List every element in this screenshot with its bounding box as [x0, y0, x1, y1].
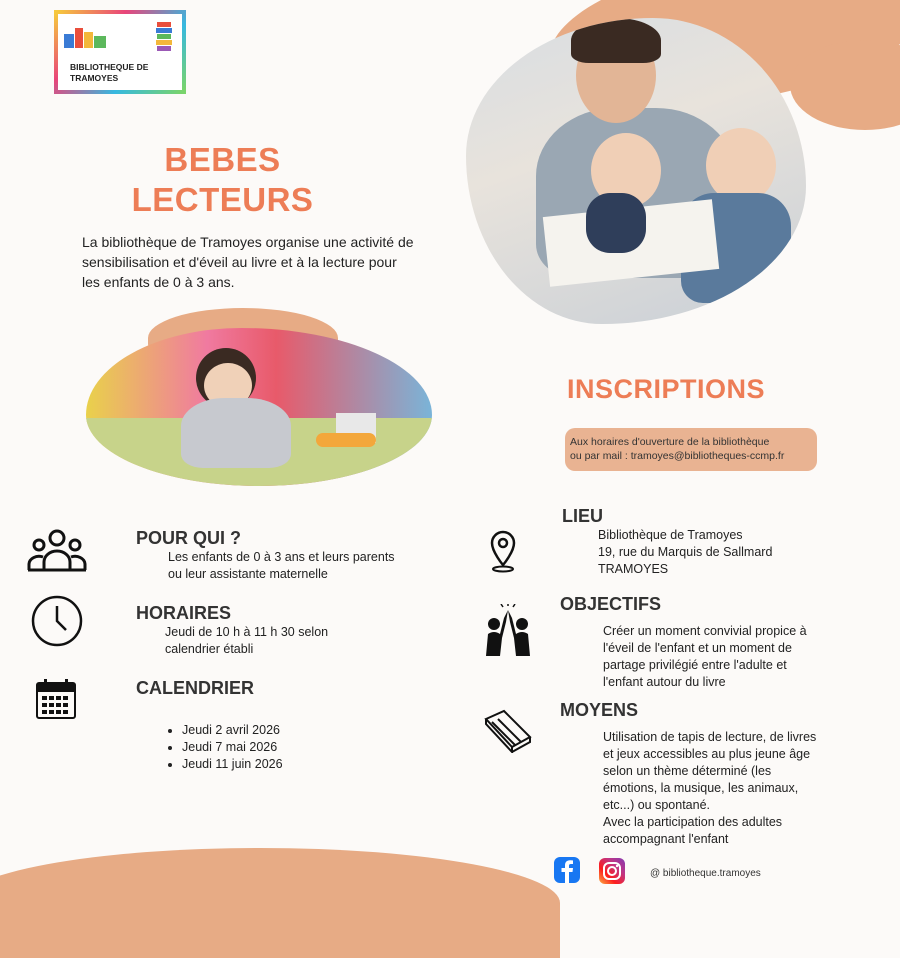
location-pin-icon — [489, 529, 517, 573]
clock-icon — [30, 594, 84, 648]
lieu-title: LIEU — [562, 506, 604, 526]
social-handle[interactable]: @ bibliotheque.tramoyes — [650, 868, 761, 879]
baby-playmat-photo — [86, 328, 432, 486]
horaires-title: HORAIRES — [136, 603, 232, 623]
high-five-icon — [478, 604, 538, 658]
title-line1: BEBES — [164, 141, 281, 178]
intro-text: La bibliothèque de Tramoyes organise une activité de sensibilisation et d'éveil au livre et à la lecture pour les enfants de 0 à 3 ans. — [82, 234, 414, 290]
books-icon — [482, 707, 536, 753]
calendrier-title: CALENDRIER — [136, 678, 255, 698]
moyens-text-main: Utilisation de tapis de lecture, de livres et jeux accessibles au plus jeune âge selon un thème déterminé (les émotions, la musique, les animaux, etc...) ou spontané. — [603, 730, 817, 812]
inscriptions-title: INSCRIPTIONS — [567, 374, 766, 404]
inscriptions-email[interactable]: ou par mail : tramoyes@bibliotheques-ccmp.fr — [570, 450, 785, 462]
objectifs-title: OBJECTIFS — [560, 594, 662, 614]
pour-qui-text: Les enfants de 0 à 3 ans et leurs parents ou leur assistante maternelle — [168, 550, 395, 581]
moyens-text — [603, 729, 823, 848]
logo-text — [70, 62, 148, 84]
logo-line1: BIBLIOTHEQUE DE — [70, 62, 149, 72]
lieu-line2: 19, rue du Marquis de Sallmard — [598, 545, 773, 559]
moyens-title: MOYENS — [560, 700, 639, 720]
logo-line2: TRAMOYES — [70, 73, 119, 83]
instagram-icon[interactable] — [599, 858, 625, 884]
mother-babies-photo — [466, 18, 806, 324]
horaires-line1: Jeudi de 10 h à 11 h 30 selon — [165, 625, 329, 639]
lieu-line3: TRAMOYES — [598, 562, 669, 576]
calendar-date-list — [166, 722, 283, 773]
moyens-text-adults: Avec la participation des adultes accompagnant l'enfant — [603, 815, 783, 846]
facebook-icon[interactable] — [554, 857, 580, 883]
library-logo — [54, 10, 186, 94]
lieu-line1: Bibliothèque de Tramoyes — [598, 528, 743, 542]
objectifs-text: Créer un moment convivial propice à l'éveil de l'enfant et un moment de partage privilégié entre l'adulte et l'enfant autour du livre — [603, 624, 807, 689]
pour-qui-title: POUR QUI ? — [136, 528, 242, 548]
group-people-icon — [26, 528, 88, 574]
inscriptions-line1: Aux horaires d'ouverture de la bibliothèque — [570, 436, 770, 448]
horaires-line2: calendrier établi — [165, 642, 254, 656]
title-line2: LECTEURS — [131, 181, 314, 218]
inscriptions-box — [565, 428, 817, 471]
calendar-date: • Jeudi 2 avril 2026 — [182, 722, 283, 739]
page-title — [100, 140, 345, 220]
horaires-text — [165, 624, 328, 658]
bottom-blob — [0, 848, 560, 958]
calendar-date: • Jeudi 11 juin 2026 — [182, 756, 283, 773]
calendar-icon — [34, 677, 78, 721]
calendar-date: • Jeudi 7 mai 2026 — [182, 739, 283, 756]
lieu-address — [598, 527, 772, 578]
books-illustration — [60, 16, 182, 56]
